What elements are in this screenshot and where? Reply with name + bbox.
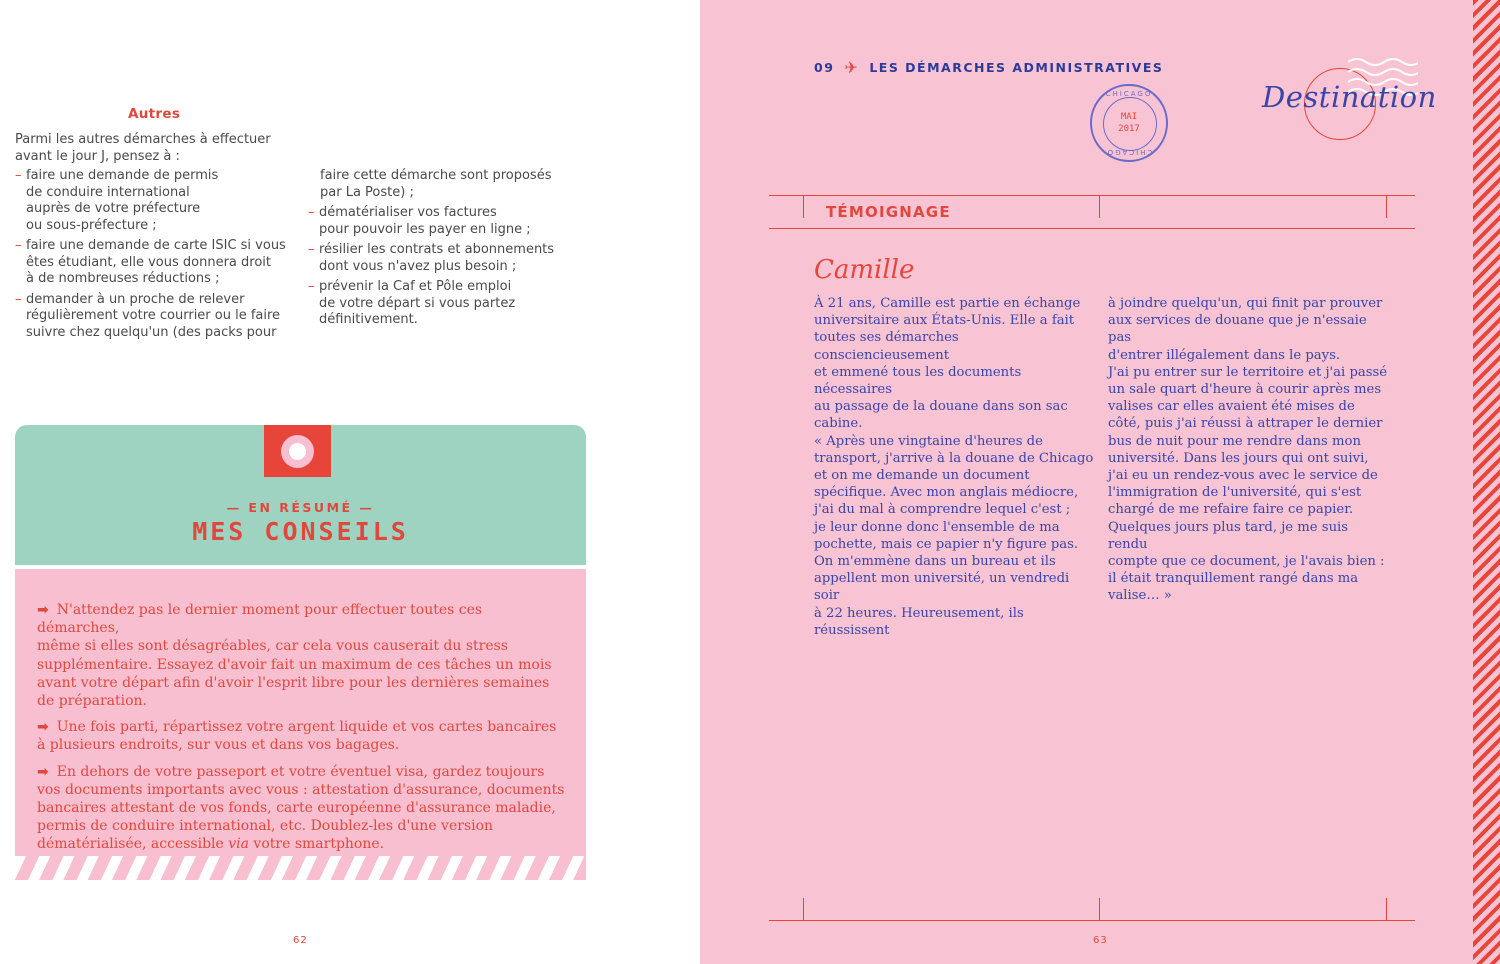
frame-tick	[803, 195, 804, 218]
postmark-stamp	[1090, 84, 1168, 162]
arrow-right-icon: ➡	[37, 763, 49, 780]
stamp-year: 2017	[1118, 124, 1140, 134]
frame-tick	[1099, 195, 1100, 218]
page-number-left: 62	[293, 935, 308, 946]
autres-list-col1	[15, 168, 305, 345]
bullet-dash: –	[308, 205, 315, 220]
summary-header	[15, 425, 586, 565]
summary-title: MES CONSEILS	[192, 517, 409, 546]
chapter-number: 09	[814, 60, 835, 75]
list-item-text: prévenir la Caf et Pôle emploi de votre départ si vous partez définitivement.	[319, 279, 516, 327]
bullet-dash: –	[15, 238, 22, 253]
frame-line-top	[769, 195, 1415, 196]
autres-heading: Autres	[128, 106, 181, 122]
page-number-right: 63	[1093, 935, 1108, 946]
summary-stripes	[15, 856, 586, 880]
chapter-header	[814, 58, 1163, 77]
list-item-text: faire une demande de permis de conduire international auprès de votre préfecture ou sous-préfecture ;	[26, 168, 219, 233]
bullet-dash: –	[308, 279, 315, 294]
left-page	[0, 0, 700, 964]
right-page	[700, 0, 1500, 964]
target-badge-icon	[264, 425, 331, 477]
bullet-dash: –	[15, 168, 22, 183]
story-column-2: à joindre quelqu'un, qui finit par prouver aux services de douane que je n'essaie pas d'entrer illégalement dans le pays. J'ai pu entrer sur le territoire et j'ai passé un sale quart d'heure à courir après mes valises car elles avaient été mises de côté, puis j'ai réussi à attraper le dernier bus de nuit pour me rendre dans mon université. Dans les jours qui ont suivi, j'ai eu un rendez-vous avec le service de l'immigration de l'université, qui s'est chargé de me refaire faire ce papier. Quelques jours plus tard, je me suis rendu compte que ce document, je l'avais bien : il était tranquillement rangé dans ma valise… »	[1108, 296, 1388, 604]
airplane-icon: ✈	[844, 58, 860, 77]
list-item	[15, 238, 305, 288]
autres-intro: Parmi les autres démarches à effectuer avant le jour J, pensez à :	[15, 132, 271, 164]
frame-tick	[1386, 898, 1387, 920]
list-item-text: résilier les contrats et abonnements dont vous n'avez plus besoin ;	[319, 242, 555, 274]
stamp-month: MAI	[1120, 112, 1138, 122]
arrow-right-icon: ➡	[37, 602, 49, 618]
bullet-dash: –	[308, 242, 315, 257]
arrow-right-icon: ➡	[37, 719, 49, 736]
list-item	[308, 205, 598, 238]
tip-item	[37, 601, 567, 710]
summary-box	[15, 425, 586, 880]
tip-text-italic: via	[228, 836, 249, 853]
list-item-text: dématérialiser vos factures pour pouvoir les payer en ligne ;	[319, 205, 531, 237]
tip-text: Une fois parti, répartissez votre argent liquide et vos cartes bancaires à plusieurs endroits, sur vous et dans vos bagages.	[37, 719, 557, 754]
author-name: Camille	[814, 255, 915, 285]
tip-item	[37, 763, 567, 854]
chapter-title: LES DÉMARCHES ADMINISTRATIVES	[869, 60, 1164, 75]
frame-line-bottom	[769, 920, 1415, 921]
frame-tick	[1099, 898, 1100, 920]
tip-text: N'attendez pas le dernier moment pour effectuer toutes ces démarches, même si elles sont désagréables, car cela vous causerait du stress supplémentaire. Essayez d'avoir fait un maximum de ces tâches un mois avant votre départ afin d'avoir l'esprit libre pour les dernières semaines de préparation.	[37, 602, 552, 710]
list-item	[15, 168, 305, 234]
list-item	[308, 242, 598, 275]
list-item	[15, 292, 305, 342]
autres-list-col2	[308, 168, 598, 333]
bullet-dash: –	[15, 291, 22, 307]
summary-kicker: — EN RÉSUMÉ —	[226, 500, 375, 515]
edge-stripes	[1473, 0, 1500, 964]
summary-body	[15, 569, 586, 880]
tip-text-part: votre smartphone.	[248, 836, 385, 853]
frame-line-header	[769, 228, 1415, 229]
destination-logo: Destination	[1262, 80, 1437, 114]
tip-item	[37, 718, 567, 754]
tip-text-part: En dehors de votre passeport et votre éventuel visa, gardez toujours vos documents importants avec vous : attestation d'assurance, documents bancaires attestant de vos fonds, carte européenne d'assurance maladie, permis de conduire international, etc. Doublez-les d'une version dématérialisée, accessible	[37, 763, 565, 853]
list-item	[308, 279, 598, 329]
frame-tick	[1386, 195, 1387, 218]
tips-list	[37, 601, 567, 862]
stamp-city-bottom: CHICAGO	[1105, 148, 1153, 156]
stamp-city: CHICAGO	[1105, 90, 1153, 98]
list-item-continuation: faire cette démarche sont proposés par La Poste) ;	[320, 168, 552, 200]
section-label: TÉMOIGNAGE	[826, 203, 951, 221]
list-item-text: demander à un proche de relever régulièrement votre courrier ou le faire suivre chez quelqu'un (des packs pour	[26, 291, 281, 340]
frame-tick	[803, 898, 804, 920]
list-item-text: faire une demande de carte ISIC si vous êtes étudiant, elle vous donnera droit à de nombreuses réductions ;	[26, 238, 286, 286]
story-column-1: À 21 ans, Camille est partie en échange universitaire aux États-Unis. Elle a fait toutes ses démarches consciencieusement et emmené tous les documents nécessaires au passage de la douane dans son sac cabine. « Après une vingtaine d'heures de transport, j'arrive à la douane de Chicago et on me demande un document spécifique. Avec mon anglais médiocre, j'ai du mal à comprendre lequel c'est ; je leur donne donc l'ensemble de ma pochette, mais ce papier n'y figure pas. On m'emmène dans un bureau et ils appellent mon université, un vendredi soir à 22 heures. Heureusement, ils réussissent	[814, 296, 1094, 638]
